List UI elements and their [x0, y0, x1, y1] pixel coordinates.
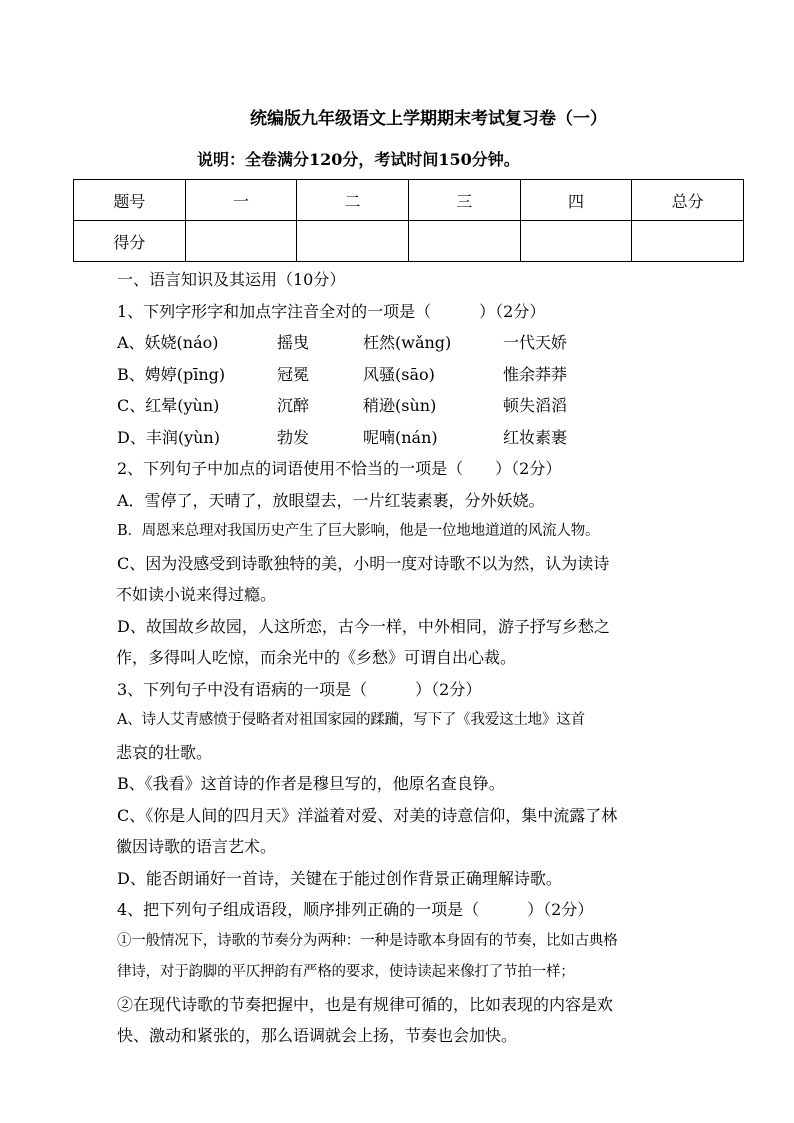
question-1-option-c	[117, 390, 701, 422]
score-header-cell: 题号	[74, 180, 186, 221]
exam-content	[117, 264, 701, 1052]
exam-title: 统编版九年级语文上学期期末考试复习卷（一）	[250, 109, 607, 129]
question-3-option-c: C、《你是人间的四月天》洋溢着对爱、对美的诗意信仰，集中流露了林	[117, 805, 618, 825]
option-item: 呢喃(nán)	[363, 427, 438, 447]
question-3-option-d: D、能否朗诵好一首诗，关键在于能过创作背景正确理解诗歌。	[117, 868, 562, 888]
question-2-stem: 2、下列句子中加点的词语使用不恰当的一项是（ ）（2分）	[117, 459, 562, 478]
score-header-cell: 二	[297, 180, 409, 221]
option-item: D、丰润(yùn)	[117, 427, 220, 447]
section-heading: 一、语言知识及其运用（10分）	[117, 270, 346, 289]
option-item: 勃发	[277, 427, 310, 447]
option-item: 枉然(wǎng)	[363, 333, 452, 352]
option-item: 红妆素裹	[503, 427, 568, 447]
option-item: B、娉婷(pīng)	[117, 364, 226, 384]
score-cell[interactable]	[632, 221, 744, 262]
score-cell[interactable]	[297, 221, 409, 262]
question-2-option-b: B．周恩来总理对我国历史产生了巨大影响，他是一位地地道道的风流人物。	[117, 523, 600, 539]
question-2-option-d-cont: 作，多得叫人吃惊，而余光中的《乡愁》可谓自出心裁。	[116, 648, 517, 667]
question-4-sentence-2: ②在现代诗歌的节奏把握中，也是有规律可循的，比如表现的内容是欢	[117, 994, 614, 1014]
option-item: 顿失滔滔	[503, 396, 568, 415]
score-table	[73, 179, 744, 262]
question-2-option-a: A．雪停了，天晴了，放眼望去，一片红装素裹，分外妖娆。	[117, 490, 545, 510]
option-item: 冠冕	[277, 364, 310, 384]
option-item: 沉醉	[277, 396, 310, 415]
score-cell[interactable]	[185, 221, 297, 262]
question-2-option-c-cont: 不如读小说来得过瘾。	[116, 585, 277, 604]
question-3-option-b: B、《我看》这首诗的作者是穆旦写的，他原名查良铮。	[117, 774, 505, 793]
score-table-score-row	[74, 221, 744, 262]
option-item: 惟余莽莽	[503, 364, 568, 384]
score-header-cell: 四	[520, 180, 632, 221]
question-4-sentence-2-cont: 快、激动和紧张的，那么语调就会上扬，节奏也会加快。	[117, 1026, 518, 1045]
question-4-sentence-1-cont: 律诗，对于韵脚的平仄押韵有严格的要求，使诗读起来像打了节拍一样；	[117, 964, 575, 980]
score-row-label: 得分	[74, 221, 186, 262]
option-item: 一代天娇	[503, 333, 568, 352]
score-table-header-row	[74, 180, 744, 221]
option-item: A、妖娆(náo)	[117, 333, 219, 352]
score-header-cell: 三	[408, 180, 520, 221]
question-3-option-a-cont: 悲哀的壮歌。	[116, 742, 213, 762]
question-3-stem: 3、下列句子中没有语病的一项是（ ）（2分）	[117, 679, 482, 699]
option-item: 摇曳	[277, 333, 310, 352]
question-4-sentence-1: ①一般情况下，诗歌的节奏分为两种：一种是诗歌本身固有的节奏，比如古典格	[117, 932, 618, 949]
question-3-option-c-cont: 徽因诗歌的语言艺术。	[116, 837, 277, 856]
question-1-option-a	[117, 327, 701, 359]
question-1-option-b	[117, 359, 701, 391]
exam-note: 说明：全卷满分120分，考试时间150分钟。	[197, 150, 520, 169]
score-cell[interactable]	[520, 221, 632, 262]
question-4-stem: 4、把下列句子组成语段，顺序排列正确的一项是（ ）（2分）	[117, 900, 594, 919]
question-1-option-d	[117, 422, 701, 454]
question-3-option-a: A、诗人艾青感愤于侵略者对祖国家园的蹂躏，写下了《我爱这土地》这首	[117, 712, 585, 728]
option-item: 稍逊(sùn)	[363, 396, 437, 415]
score-header-cell: 总分	[632, 180, 744, 221]
question-1-stem: 1、下列字形字和加点字注音全对的一项是（ ）（2分）	[117, 301, 546, 321]
question-2-option-d: D、故国故乡故园，人这所恋，古今一样，中外相同，游子抒写乡愁之	[117, 616, 610, 636]
option-item: C、红晕(yùn)	[117, 396, 220, 415]
option-item: 风骚(sāo)	[363, 364, 435, 384]
question-2-option-c: C、因为没感受到诗歌独特的美，小明一度对诗歌不以为然，认为读诗	[117, 553, 610, 573]
score-cell[interactable]	[408, 221, 520, 262]
score-header-cell: 一	[185, 180, 297, 221]
